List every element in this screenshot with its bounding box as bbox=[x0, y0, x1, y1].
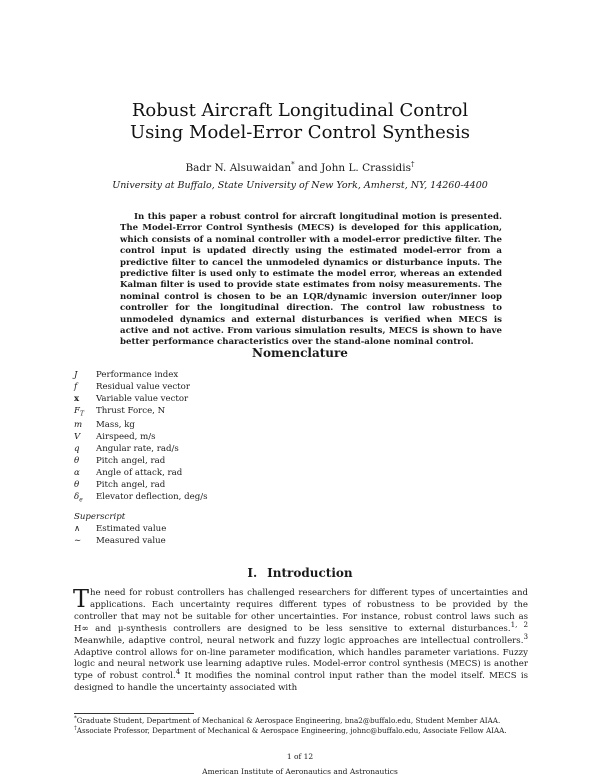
nomenclature-symbol: θ bbox=[74, 456, 80, 467]
nomenclature-heading: Nomenclature bbox=[252, 346, 348, 360]
author-list bbox=[0, 162, 600, 174]
citation-ref: 3 bbox=[523, 631, 528, 641]
nomenclature-symbol: α bbox=[74, 467, 80, 478]
nomenclature-definition: Angle of attack, rad bbox=[96, 467, 183, 478]
intro-text-part: Meanwhile, adaptive control, neural network and fuzzy logic approaches are intellectual controllers. bbox=[74, 635, 524, 646]
nomenclature-symbol: q bbox=[74, 444, 80, 455]
superscript-symbol: ∼ bbox=[74, 536, 82, 547]
nomenclature-definition: Residual value vector bbox=[96, 381, 190, 392]
introduction-heading bbox=[0, 566, 600, 580]
title-line-2: Using Model-Error Control Synthesis bbox=[130, 122, 470, 143]
footnote-mark: * bbox=[291, 160, 295, 169]
nomenclature-symbol: x bbox=[74, 393, 80, 404]
nomenclature-definition: Elevator deflection, deg/s bbox=[96, 491, 208, 502]
introduction-body bbox=[73, 585, 529, 695]
nomenclature-row bbox=[74, 406, 474, 421]
paper-title bbox=[0, 100, 600, 144]
nomenclature-row bbox=[74, 480, 474, 492]
footnote-text: Associate Professor, Department of Mechanical & Aerospace Engineering, johnc@buffalo.edu, Associate Fellow AIAA. bbox=[76, 726, 507, 735]
symbol-subscript: e bbox=[79, 496, 83, 504]
nomenclature-symbol: V bbox=[74, 432, 81, 443]
nomenclature-symbol: J bbox=[74, 370, 78, 380]
nomenclature-definition: Performance index bbox=[96, 370, 179, 380]
nomenclature-row bbox=[74, 456, 474, 468]
nomenclature-row bbox=[74, 492, 474, 507]
superscript-definition: Estimated value bbox=[96, 524, 167, 535]
footnote bbox=[74, 716, 544, 726]
nomenclature-row bbox=[74, 444, 474, 456]
nomenclature-definition: Thrust Force, N bbox=[96, 405, 166, 416]
nomenclature-row bbox=[74, 370, 474, 382]
title-line-1: Robust Aircraft Longitudinal Control bbox=[131, 100, 469, 121]
footnote-rule bbox=[74, 713, 194, 714]
author-conjunction: and bbox=[294, 162, 322, 174]
section-number: I. bbox=[247, 566, 258, 580]
citation-ref: 4 bbox=[175, 667, 181, 677]
nomenclature-symbol: $\delta_e$ bbox=[74, 491, 83, 504]
citation-ref: 1, 2 bbox=[510, 619, 529, 629]
superscript-heading: Superscript bbox=[74, 512, 126, 523]
nomenclature-list bbox=[74, 370, 474, 548]
nomenclature-symbol: f bbox=[74, 381, 78, 392]
nomenclature-definition: Pitch angel, rad bbox=[96, 456, 166, 467]
nomenclature-row bbox=[74, 394, 474, 406]
section-title: Introduction bbox=[267, 566, 353, 580]
nomenclature-definition: Pitch angel, rad bbox=[96, 479, 166, 490]
footnote-text: Graduate Student, Department of Mechanical & Aerospace Engineering, bna2@buffalo.edu, Student Member AIAA. bbox=[76, 716, 501, 725]
drop-cap: T bbox=[73, 585, 90, 613]
nomenclature-row bbox=[74, 382, 474, 394]
footnote-mark: * bbox=[74, 715, 77, 722]
superscript-row bbox=[74, 524, 474, 536]
author-name: John L. Crassidis bbox=[321, 162, 412, 174]
intro-text-part: he need for robust controllers has challenged researchers for different types of uncertainties and applications. Each uncertainty requires different types of robustness to be provided by the controller that may not be suitable for other uncertainties. For instance, robust control laws such as H∞ and μ-synthesis controllers are designed to be less sensitive to external disturbances. bbox=[74, 588, 528, 634]
footnote-mark: † bbox=[411, 160, 415, 169]
footnote-mark: † bbox=[74, 725, 77, 732]
nomenclature-row bbox=[74, 420, 474, 432]
nomenclature-definition: Variable value vector bbox=[96, 393, 189, 404]
intro-text-part: Adaptive control allows for on-line parameter modification, which handles parameter variations. Fuzzy logic and neural network use learning adaptive rules. Model-error control synthesis (MECS) is another type of robust control. bbox=[74, 647, 528, 682]
nomenclature-row bbox=[74, 432, 474, 444]
superscript-row bbox=[74, 536, 474, 548]
nomenclature-row bbox=[74, 468, 474, 480]
symbol-subscript: T bbox=[79, 410, 84, 418]
footnote bbox=[74, 726, 544, 736]
nomenclature-definition: Mass, kg bbox=[96, 420, 135, 431]
nomenclature-symbol: $F_T$ bbox=[74, 405, 84, 418]
page-number: 1 of 12 bbox=[286, 752, 314, 761]
nomenclature-definition: Airspeed, m/s bbox=[96, 432, 156, 443]
superscript-symbol: ∧ bbox=[74, 524, 81, 535]
affiliation: University at Buffalo, State University of New York, Amherst, NY, 14260-4400 bbox=[112, 180, 488, 191]
footnotes bbox=[74, 716, 544, 736]
nomenclature-symbol: m bbox=[74, 420, 83, 431]
abstract: In this paper a robust control for aircraft longitudinal motion is presented. The Model-Error Control Synthesis (MECS) is developed for this application, which consists of a nominal controller with a model-error predictive filter. The control input is updated directly using the estimated model-error from a predictive filter to cancel the unmodeled dynamics or disturbance inputs. The predictive filter is used only to estimate the model error, whereas an extended Kalman filter is used to provide state estimates from noisy measurements. The nominal control is chosen to be an LQR/dynamic inversion outer/inner loop controller for the longitudinal direction. The control law robustness to unmodeled dynamics and external disturbances is verified when MECS is active and not active. From various simulation results, MECS is shown to have better performance characteristics over the stand-alone nominal control. bbox=[120, 212, 502, 348]
journal-name: American Institute of Aeronautics and Astronautics bbox=[202, 767, 398, 776]
superscript-definition: Measured value bbox=[96, 536, 166, 547]
intro-text-part: It modifies the nominal control input rather than the model itself. MECS is designed to handle the uncertainty associated with bbox=[74, 671, 528, 694]
nomenclature-symbol: θ bbox=[74, 479, 80, 490]
nomenclature-definition: Angular rate, rad/s bbox=[96, 444, 179, 455]
author-name: Badr N. Alsuwaidan bbox=[185, 162, 292, 174]
